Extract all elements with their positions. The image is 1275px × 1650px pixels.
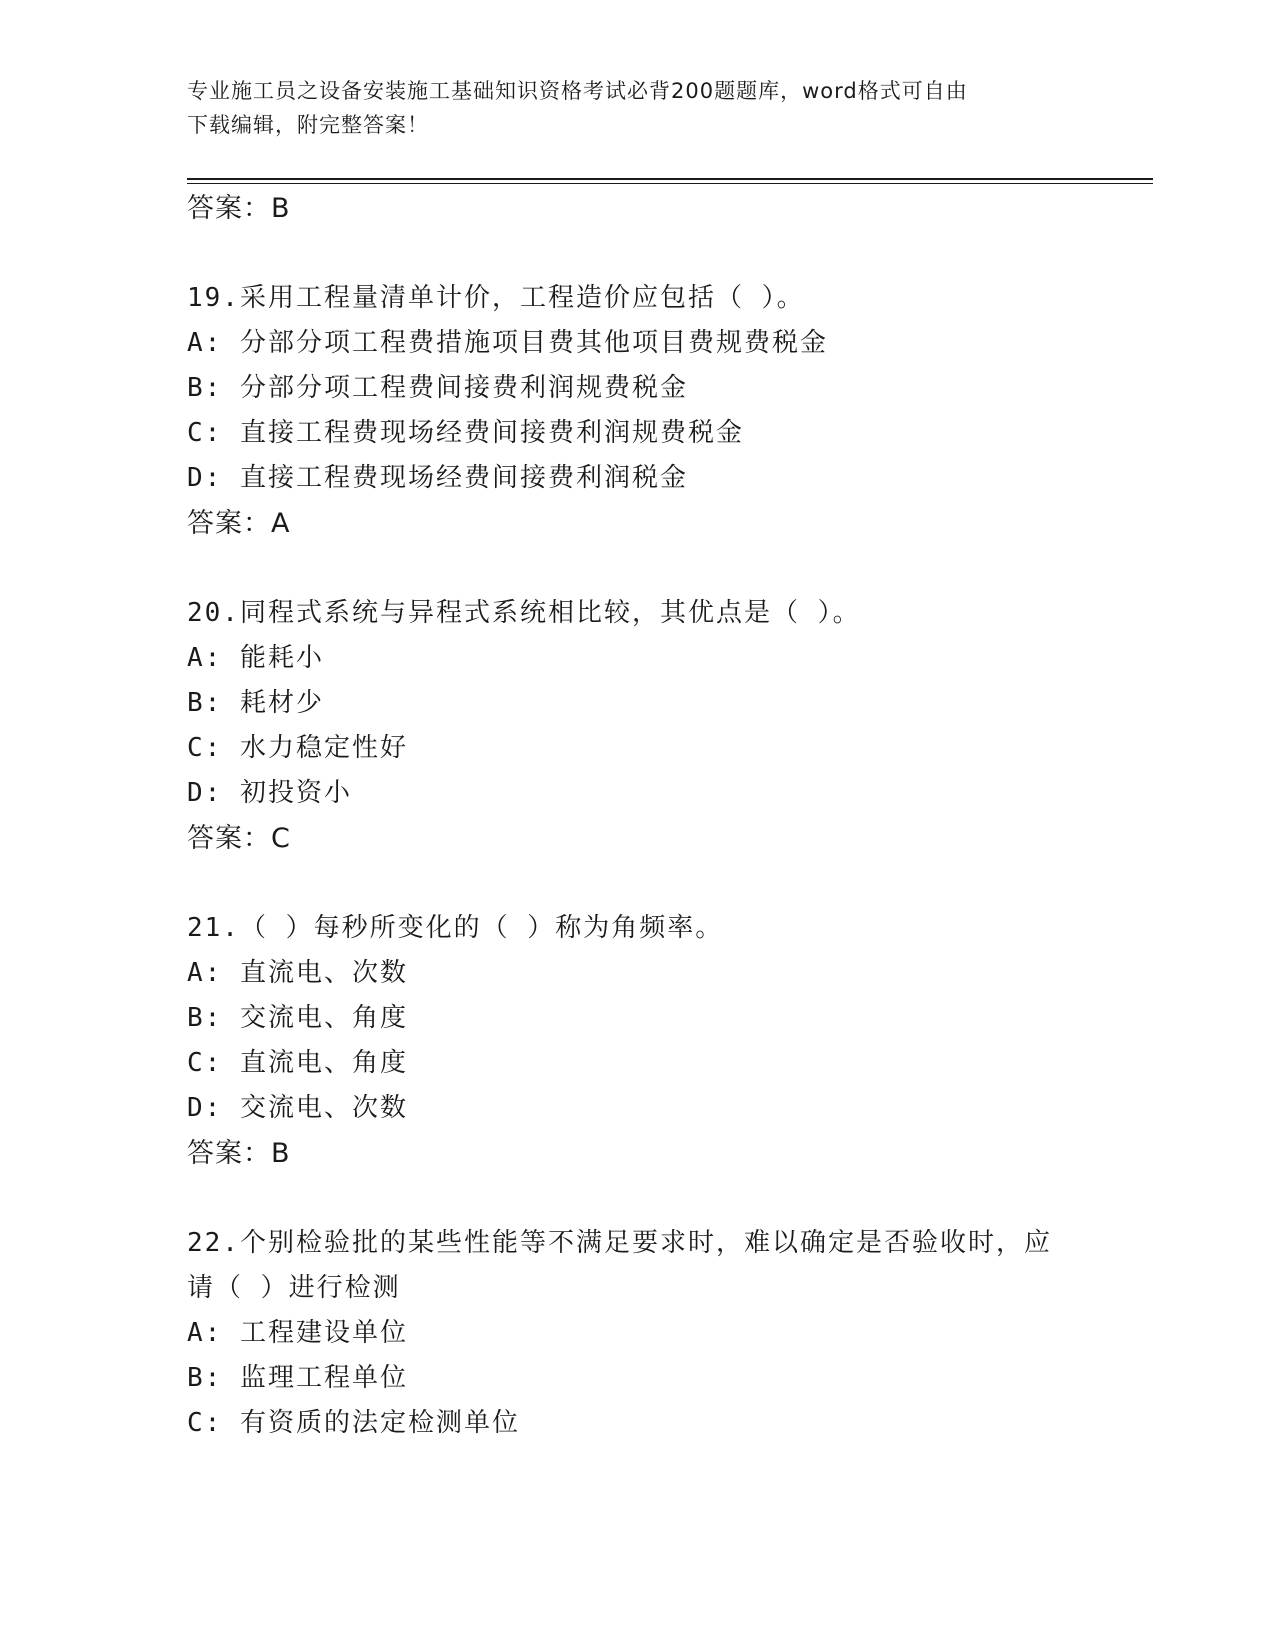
option-b: B: 监理工程单位 xyxy=(187,1363,408,1393)
question-20-text: 20.同程式系统与异程式系统相比较，其优点是（ ）。 xyxy=(187,598,861,628)
option-c: C: 直接工程费现场经费间接费利润规费税金 xyxy=(187,418,744,448)
question-21-text: 21.（ ）每秒所变化的（ ）称为角频率。 xyxy=(187,913,724,943)
question-19-text: 19.采用工程量清单计价，工程造价应包括（ ）。 xyxy=(187,283,805,313)
option-d: D: 初投资小 xyxy=(187,778,352,808)
option-b: B: 交流电、角度 xyxy=(187,1003,408,1033)
option-a: A: 能耗小 xyxy=(187,643,324,673)
header-line-2: 下载编辑，附完整答案！ xyxy=(187,113,429,137)
option-a: A: 直流电、次数 xyxy=(187,958,408,988)
spacer xyxy=(187,861,1087,906)
header-line-1: 专业施工员之设备安装施工基础知识资格考试必背200题题库，word格式可自由 xyxy=(187,79,968,103)
question-22-text-line-2: 请（ ）进行检测 xyxy=(187,1273,401,1303)
option-c: C: 直流电、角度 xyxy=(187,1048,408,1078)
option-b: B: 分部分项工程费间接费利润规费税金 xyxy=(187,373,688,403)
spacer xyxy=(187,546,1087,591)
option-a: A: 工程建设单位 xyxy=(187,1318,408,1348)
option-a: A: 分部分项工程费措施项目费其他项目费规费税金 xyxy=(187,328,828,358)
option-d: D: 交流电、次数 xyxy=(187,1093,408,1123)
option-d: D: 直接工程费现场经费间接费利润税金 xyxy=(187,463,688,493)
header-divider-thick xyxy=(187,178,1153,180)
option-c: C: 水力稳定性好 xyxy=(187,733,408,763)
spacer xyxy=(187,231,1087,276)
question-22-text-line-1: 22.个别检验批的某些性能等不满足要求时，难以确定是否验收时，应 xyxy=(187,1228,1052,1258)
answer-text: 答案：B xyxy=(187,193,291,224)
header-divider-thin xyxy=(187,183,1153,184)
question-list xyxy=(187,186,1087,1446)
document-header xyxy=(187,74,1067,142)
answer-text: 答案：B xyxy=(187,1138,291,1169)
answer-text: 答案：A xyxy=(187,508,291,539)
option-b: B: 耗材少 xyxy=(187,688,324,718)
option-c: C: 有资质的法定检测单位 xyxy=(187,1408,520,1438)
spacer xyxy=(187,1176,1087,1221)
answer-text: 答案：C xyxy=(187,823,291,854)
